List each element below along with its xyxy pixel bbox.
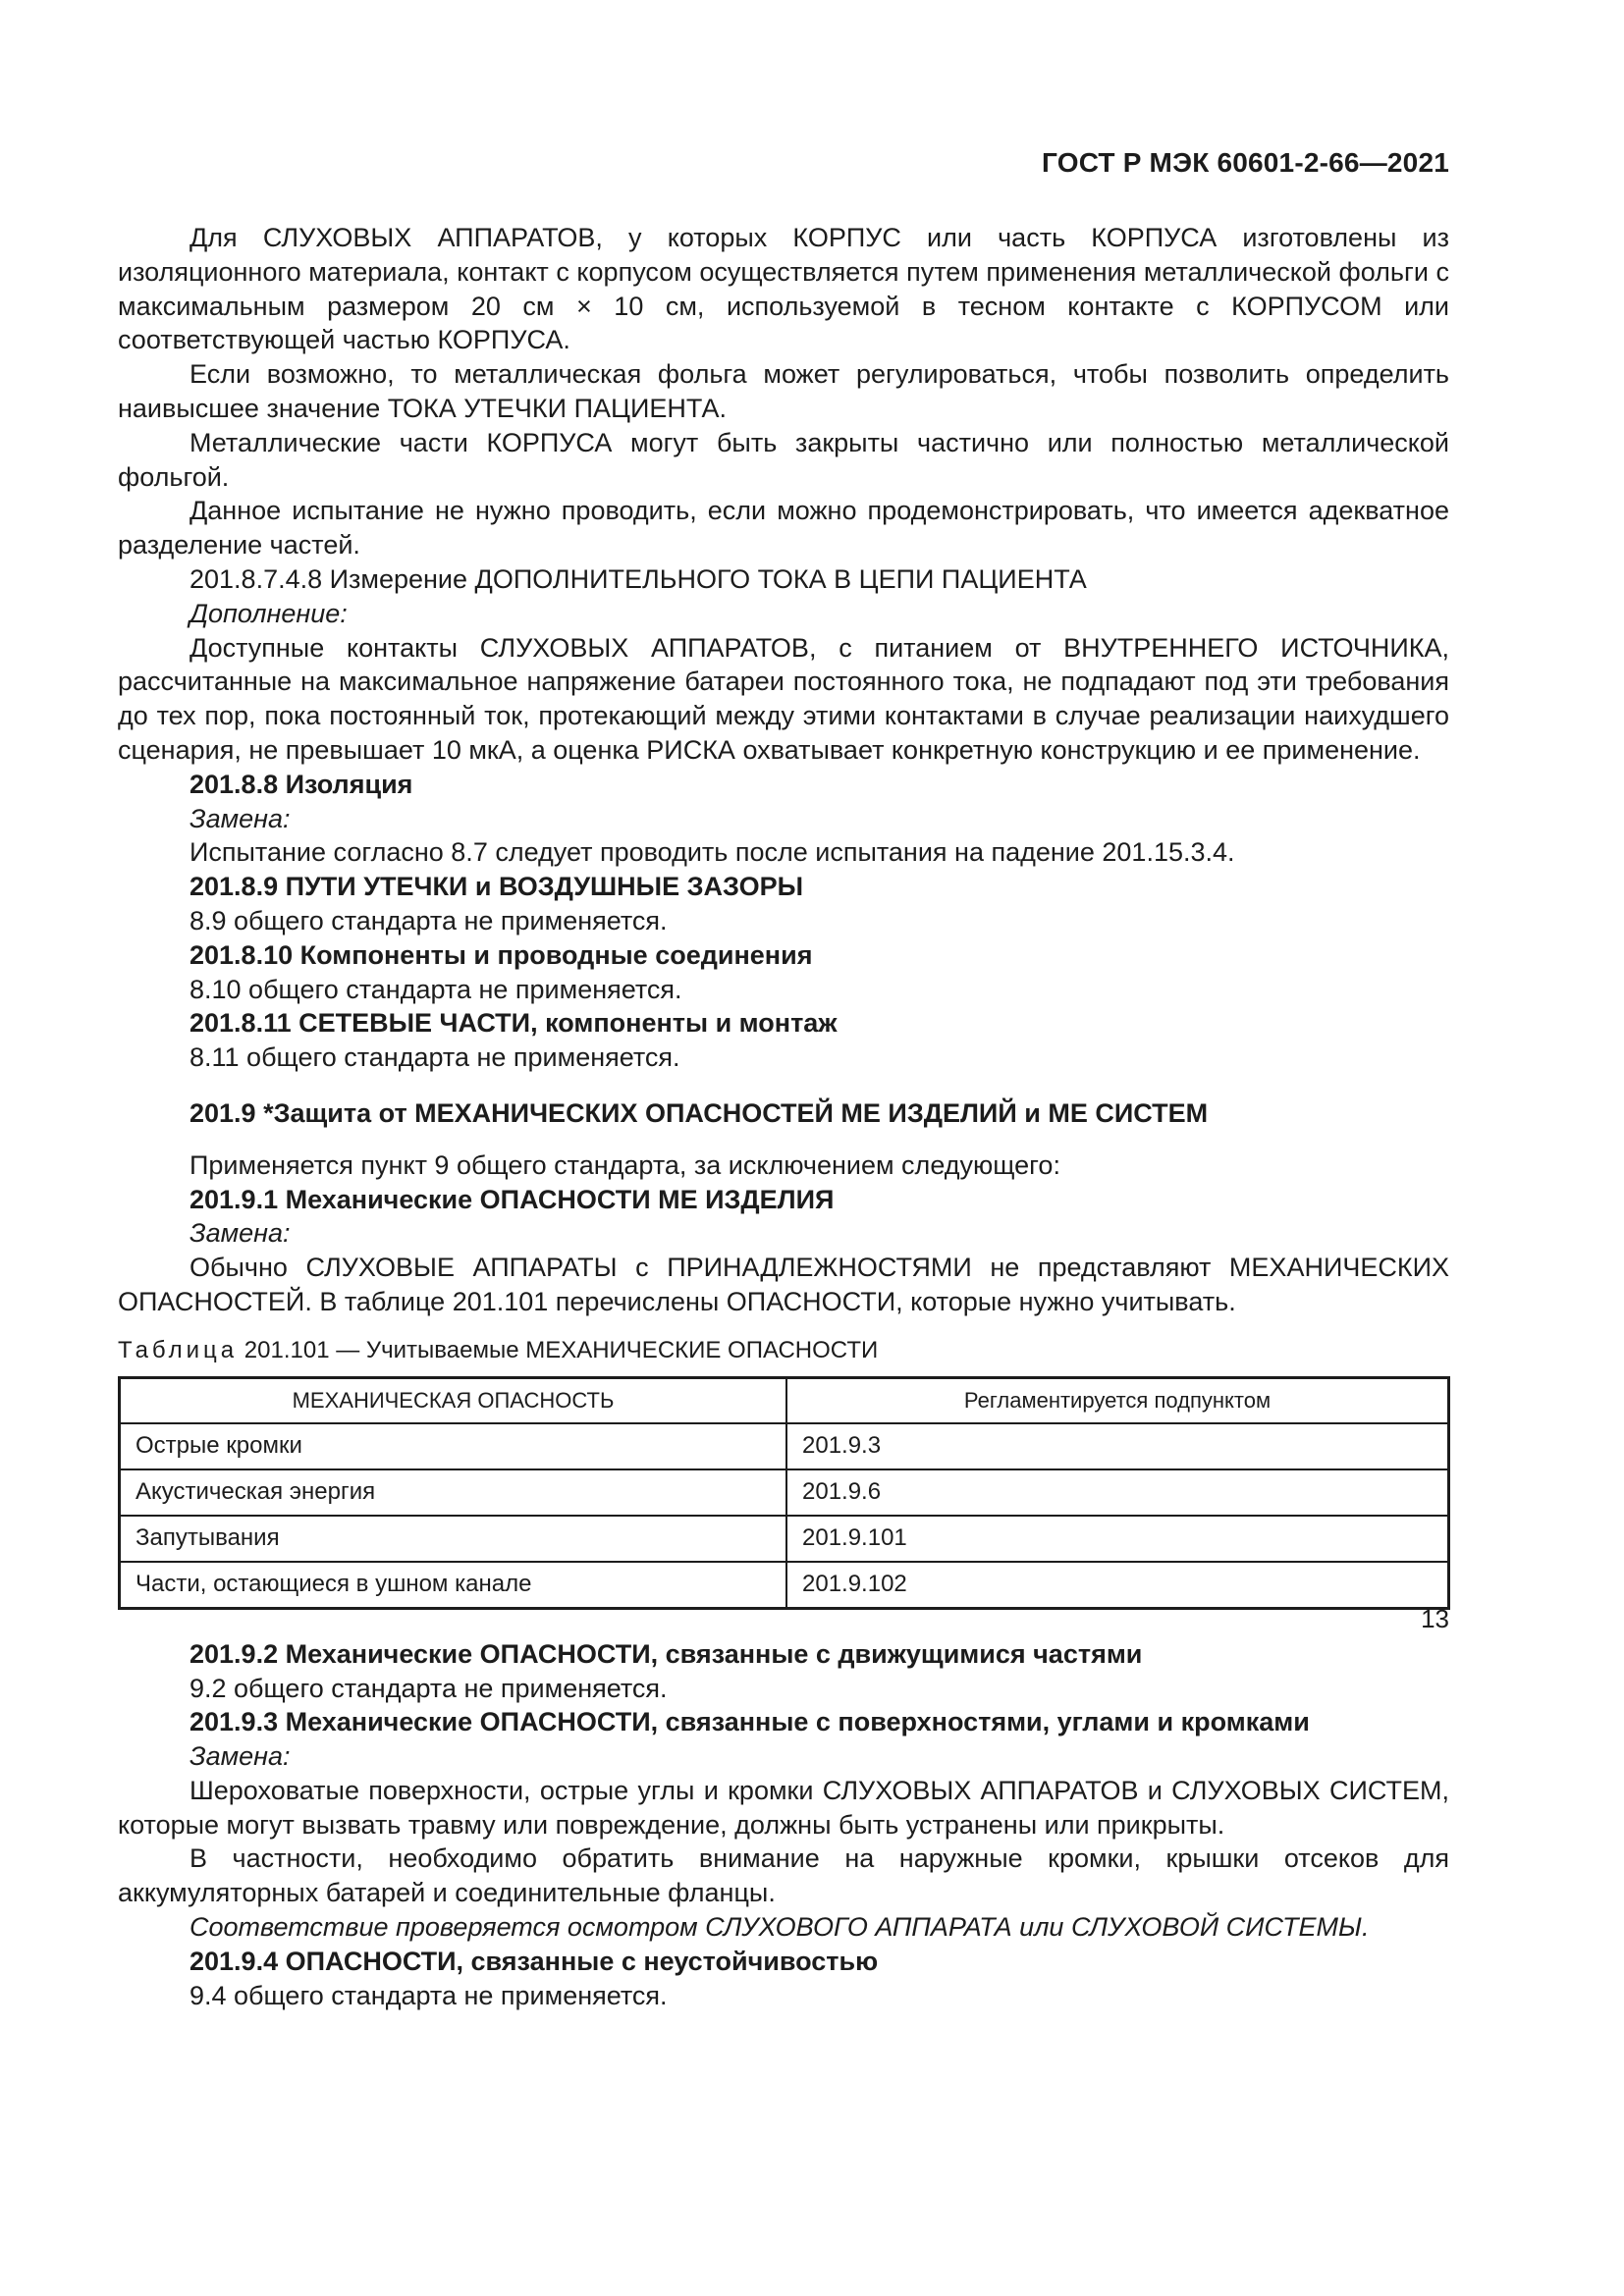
section-heading: 201.9 *Защита от МЕХАНИЧЕСКИХ ОПАСНОСТЕЙ МЕ ИЗДЕЛИЙ и МЕ СИСТЕМ bbox=[189, 1097, 1209, 1128]
paragraph: 8.11 общего стандарта не применяется. bbox=[189, 1042, 680, 1073]
paragraph: Металлические части КОРПУСА могут быть закрыты частично или полностью металлической фольгой. bbox=[118, 427, 1449, 492]
table-caption-label: Таблица bbox=[118, 1336, 239, 1363]
paragraph: 8.9 общего стандарта не применяется. bbox=[189, 905, 668, 935]
amendment-label: Замена: bbox=[189, 1218, 291, 1249]
table-row bbox=[120, 1423, 1449, 1469]
clause-heading: 201.8.7.4.8 Измерение ДОПОЛНИТЕЛЬНОГО ТОКА В ЦЕПИ ПАЦИЕНТА bbox=[189, 563, 1087, 594]
table-caption bbox=[118, 1335, 1449, 1366]
amendment-label: Замена: bbox=[189, 803, 291, 833]
paragraph: 8.10 общего стандарта не применяется. bbox=[189, 974, 682, 1004]
hazards-table bbox=[118, 1376, 1450, 1610]
clause-heading: 201.8.8 Изоляция bbox=[189, 769, 413, 799]
table-cell: Акустическая энергия bbox=[120, 1469, 787, 1516]
table-header-row bbox=[120, 1377, 1449, 1423]
clause-heading: 201.9.2 Механические ОПАСНОСТИ, связанные с движущимися частями bbox=[189, 1638, 1143, 1669]
table-cell: 201.9.3 bbox=[786, 1423, 1449, 1469]
clause-heading: 201.9.1 Механические ОПАСНОСТИ МЕ ИЗДЕЛИЯ bbox=[189, 1184, 835, 1214]
table-cell: Части, остающиеся в ушном канале bbox=[120, 1562, 787, 1609]
paragraph: Если возможно, то металлическая фольга может регулироваться, чтобы позволить определить наивысшее значение ТОКА УТЕЧКИ ПАЦИЕНТА. bbox=[118, 359, 1449, 423]
table-caption-text: 201.101 — Учитываемые МЕХАНИЧЕСКИЕ ОПАСНОСТИ bbox=[244, 1336, 879, 1363]
document-body bbox=[118, 221, 1449, 2012]
paragraph: В частности, необходимо обратить внимание на наружные кромки, крышки отсеков для аккумуляторных батарей и соединительные фланцы. bbox=[118, 1843, 1449, 1908]
table-cell: 201.9.6 bbox=[786, 1469, 1449, 1516]
clause-heading: 201.9.4 ОПАСНОСТИ, связанные с неустойчивостью bbox=[189, 1946, 879, 1976]
paragraph: Доступные контакты СЛУХОВЫХ АППАРАТОВ, с питанием от ВНУТРЕННЕГО ИСТОЧНИКА, рассчитанные на максимальное напряжение батареи постоянного тока, не подпадают под эти требования до тех пор, пока постоянный ток, протекающий между этими контактами в случае реализации наихудшего сценария, не превышает 10 мкА, а оценка РИСКА охватывает конкретную конструкцию и ее применение. bbox=[118, 632, 1449, 765]
paragraph: Шероховатые поверхности, острые углы и кромки СЛУХОВЫХ АППАРАТОВ и СЛУХОВЫХ СИСТЕМ, которые могут вызвать травму или повреждение, должны быть устранены или прикрыты. bbox=[118, 1775, 1449, 1840]
clause-heading: 201.9.3 Механические ОПАСНОСТИ, связанные с поверхностями, углами и кромками bbox=[189, 1707, 1310, 1737]
paragraph: 9.2 общего стандарта не применяется. bbox=[189, 1673, 668, 1703]
table-cell: Острые кромки bbox=[120, 1423, 787, 1469]
paragraph: Применяется пункт 9 общего стандарта, за исключением следующего: bbox=[189, 1149, 1060, 1180]
table-row bbox=[120, 1469, 1449, 1516]
clause-heading: 201.8.10 Компоненты и проводные соединения bbox=[189, 939, 813, 970]
table-header-cell: МЕХАНИЧЕСКАЯ ОПАСНОСТЬ bbox=[120, 1377, 787, 1423]
table-cell: 201.9.101 bbox=[786, 1516, 1449, 1562]
clause-heading: 201.8.11 СЕТЕВЫЕ ЧАСТИ, компоненты и монтаж bbox=[189, 1008, 838, 1039]
clause-heading: 201.8.9 ПУТИ УТЕЧКИ и ВОЗДУШНЫЕ ЗАЗОРЫ bbox=[189, 872, 804, 902]
page-number: 13 bbox=[1421, 1604, 1449, 1633]
amendment-label: Замена: bbox=[189, 1741, 291, 1772]
table-cell: 201.9.102 bbox=[786, 1562, 1449, 1609]
table-header-cell: Регламентируется подпунктом bbox=[786, 1377, 1449, 1423]
table-cell: Запутывания bbox=[120, 1516, 787, 1562]
paragraph: Данное испытание не нужно проводить, если можно продемонстрировать, что имеется адекватное разделение частей. bbox=[118, 496, 1449, 561]
compliance-note: Соответствие проверяется осмотром СЛУХОВОГО АППАРАТА или СЛУХОВОЙ СИСТЕМЫ. bbox=[189, 1912, 1370, 1943]
paragraph: Испытание согласно 8.7 следует проводить после испытания на падение 201.15.3.4. bbox=[189, 837, 1235, 868]
amendment-label: Дополнение: bbox=[189, 598, 348, 628]
paragraph: Обычно СЛУХОВЫЕ АППАРАТЫ с ПРИНАДЛЕЖНОСТЯМИ не представляют МЕХАНИЧЕСКИХ ОПАСНОСТЕЙ. В таблице 201.101 перечислены ОПАСНОСТИ, которые нужно учитывать. bbox=[118, 1253, 1449, 1316]
document-header: ГОСТ Р МЭК 60601-2-66—2021 bbox=[1042, 147, 1449, 178]
paragraph: Для СЛУХОВЫХ АППАРАТОВ, у которых КОРПУС или часть КОРПУСА изготовлены из изоляционного материала, контакт с корпусом осуществляется путем применения металлической фольги с максимальным размером 20 см × 10 см, используемой в тесном контакте с КОРПУСОМ или соответствующей частью КОРПУСА. bbox=[118, 223, 1449, 355]
table-row bbox=[120, 1562, 1449, 1609]
table-row bbox=[120, 1516, 1449, 1562]
paragraph: 9.4 общего стандарта не применяется. bbox=[189, 1980, 668, 2010]
